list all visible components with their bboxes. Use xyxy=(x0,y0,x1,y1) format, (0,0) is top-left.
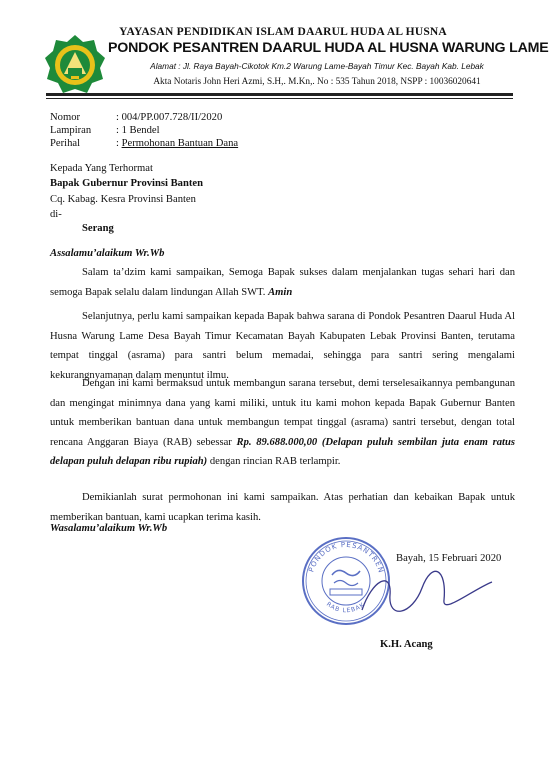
paragraph-4: Demikianlah surat permohonan ini kami sampaikan. Atas perhatian dan kebaikan Bapak untuk memberikan bantuan, kami ucapkan terima kasih. xyxy=(50,492,515,523)
school-name: PONDOK PESANTREN DAARUL HUDA AL HUSNA WARUNG LAME xyxy=(108,40,549,56)
perihal-value xyxy=(116,137,238,151)
stamp-top-text: PONDOK PESANTREN xyxy=(307,540,386,575)
nomor-value: : 004/PP.007.728/II/2020 xyxy=(116,112,223,123)
rab-amount: Rp. 89.688.000,00 (Delapan puluh sembilan juta enam ratus delapan puluh delapan ribu rupiah) xyxy=(50,436,515,468)
signatory-name: K.H. Acang xyxy=(380,639,433,650)
paragraph-3-pre: Dengan ini kami bermaksud untuk membangun sarana tersebut, demi terselesaikannya pembangunan dan mengingat minimnya dana yang kami miliki, untuk itu kami mohon kepada Bapak Gubernur Banten untuk memberikan bantuan dana untuk membangun tempat tinggal (asrama) santri tersebut, dengan total rencana Anggaran Biaya (RAB) sebessar xyxy=(50,378,515,448)
paragraph-2: Selanjutnya, perlu kami sampaikan kepada Bapak bahwa sarana di Pondok Pesantren Daarul Huda Al Husna Warung Lame Desa Bayah Timur Kecamatan Bayah Kabupaten Lebak Provinsi Banten, terutama tempat tinggal (asrama) para santri belum memadai, sehingga para santri sering mengalami kekurangnyamanan dalam menuntut ilmu. xyxy=(50,311,515,381)
lampiran-value: : 1 Bendel xyxy=(116,125,160,136)
perihal-label: Perihal xyxy=(50,138,81,149)
header-rule-thick xyxy=(46,93,513,96)
paragraph-1-text: Salam ta’dzim kami sampaikan, Semoga Bapak sukses dalam menjalankan tugas sehari hari dan semoga Bapak selalu dalam lindungan Allah SWT. xyxy=(50,267,515,298)
paragraph-1 xyxy=(50,263,515,302)
paragraph-3 xyxy=(50,374,515,472)
amin-text: Amin xyxy=(268,286,293,298)
recipient-salutation: Kepada Yang Terhormat xyxy=(50,163,153,174)
perihal-subject: Permohonan Bantuan Dana xyxy=(121,138,239,149)
recipient-name: Bapak Gubernur Provinsi Banten xyxy=(50,178,203,189)
stamp-bottom-text: RAB LEBAK xyxy=(324,600,367,615)
closing-greeting: Wasalamu’alaikum Wr.Wb xyxy=(50,523,168,534)
recipient-cq: Cq. Kabag. Kesra Provinsi Banten xyxy=(50,194,196,205)
signature-icon xyxy=(352,560,502,620)
school-address: Alamat : Jl. Raya Bayah-Cikotok Km.2 Warung Lame-Bayah Timur Kec. Bayah Kab. Lebak xyxy=(150,61,484,71)
school-logo-icon xyxy=(44,34,106,96)
greeting: Assalamu’alaikum Wr.Wb xyxy=(50,248,165,259)
header-rule-thin xyxy=(46,98,513,99)
perihal-prefix: : xyxy=(116,138,122,149)
lampiran-label: Lampiran xyxy=(50,125,92,136)
nomor-label: Nomor xyxy=(50,112,81,123)
notary-info: Akta Notaris John Heri Azmi, S.H,. M.Kn,. No : 535 Tahun 2018, NSPP : 10036020641 xyxy=(153,77,481,87)
paragraph-3-post: dengan rincian RAB terlampir. xyxy=(207,456,341,468)
foundation-name: YAYASAN PENDIDIKAN ISLAM DAARUL HUDA AL HUSNA xyxy=(119,26,447,38)
recipient-di: di- xyxy=(50,209,62,220)
recipient-city: Serang xyxy=(82,223,114,234)
date-line: Bayah, 15 Februari 2020 xyxy=(396,553,502,564)
